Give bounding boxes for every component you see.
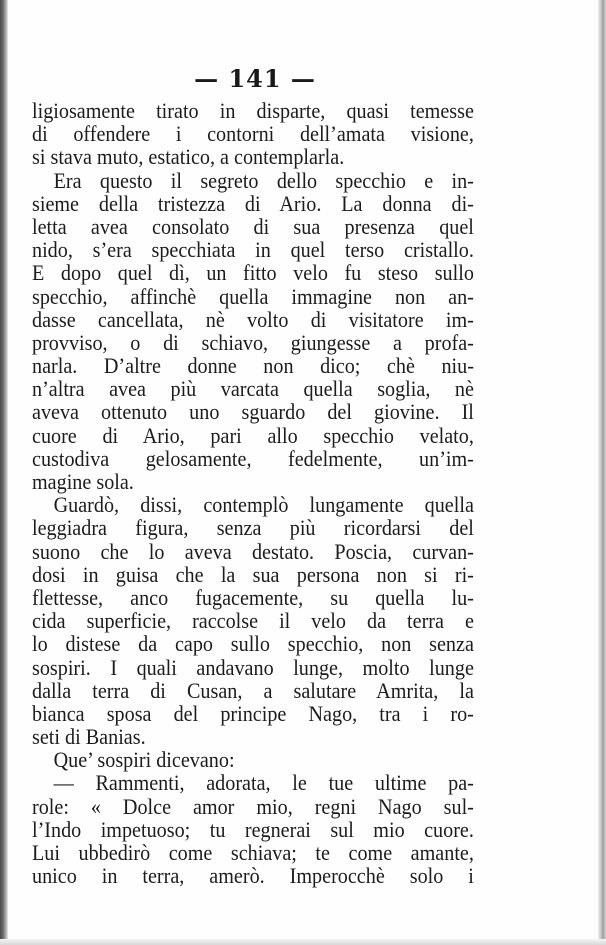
text-line: sospiri. I quali andavano lunge, molto lunge xyxy=(32,654,474,680)
text-line: magine sola. xyxy=(32,469,134,494)
text-line: narla. D’altre donne non dico; chè niu- xyxy=(32,353,474,379)
page-binding-shadow xyxy=(0,0,8,945)
body-text xyxy=(32,99,474,887)
paragraph-start-line: Era questo il segreto dello specchio e in- xyxy=(53,167,474,193)
paragraph-start-line: — Rammenti, adorata, le tue ultime pa- xyxy=(53,770,474,796)
text-line: l’Indo impetuoso; tu regnerai sul mio cuore. xyxy=(32,816,474,842)
paragraph-start-line: Guardò, dissi, contemplò lungamente quella xyxy=(53,492,474,518)
text-line: sieme della tristezza di Ario. La donna di- xyxy=(32,190,474,216)
text-line: letta avea consolato di sua presenza quel xyxy=(32,213,474,239)
page-edge-shadow xyxy=(598,0,606,945)
text-line: lo distese da capo sullo specchio, non senza xyxy=(32,631,474,657)
text-line: provviso, o di schiavo, giungesse a profa- xyxy=(32,329,474,355)
text-line: flettesse, anco fugacemente, su quella lu- xyxy=(32,584,474,610)
text-line: seti di Banias. xyxy=(32,724,146,750)
text-line: Lui ubbedirò come schiava; te come amante, xyxy=(32,840,474,865)
text-line: cuore di Ario, pari allo specchio velato, xyxy=(32,422,474,448)
text-line: nido, s’era specchiata in quel terso cristallo. xyxy=(32,237,474,263)
text-line: n’altra avea più varcata quella soglia, nè xyxy=(32,376,474,402)
text-line: role: « Dolce amor mio, regni Nago sul- xyxy=(32,793,474,819)
text-line: leggiadra figura, senza più ricordarsi del xyxy=(32,515,474,541)
text-line: dosi in guisa che la sua persona non si ri- xyxy=(32,561,474,587)
page-number: — 141 — xyxy=(194,64,316,93)
text-line: di offendere i contorni dell’amata visione, xyxy=(32,121,474,147)
text-line: si stava muto, estatico, a contemplarla. xyxy=(32,144,345,170)
text-line: dasse cancellata, nè volto di visitatore im- xyxy=(32,306,474,332)
text-line: E dopo quel dì, un fitto velo fu steso sullo xyxy=(32,260,474,286)
text-line: suono che lo aveva destato. Poscia, curvan- xyxy=(32,538,474,564)
text-line: unico in terra, amerò. Imperocchè solo i xyxy=(32,863,474,889)
text-line: specchio, affinchè quella immagine non an- xyxy=(32,283,474,309)
text-line: bianca sposa del principe Nago, tra i ro- xyxy=(32,700,474,726)
text-line: ligiosamente tirato in disparte, quasi temesse xyxy=(32,98,474,123)
page-bottom-edge xyxy=(0,939,606,945)
text-line: cida superficie, raccolse il velo da terra e xyxy=(32,608,474,634)
text-line: custodiva gelosamente, fedelmente, un’im- xyxy=(32,445,474,471)
text-line: dalla terra di Cusan, a salutare Amrita, la xyxy=(32,677,474,703)
text-line: aveva ottenuto uno sguardo del giovine. Il xyxy=(32,399,474,425)
paragraph-start-line: Que’ sospiri dicevano: xyxy=(53,747,235,773)
